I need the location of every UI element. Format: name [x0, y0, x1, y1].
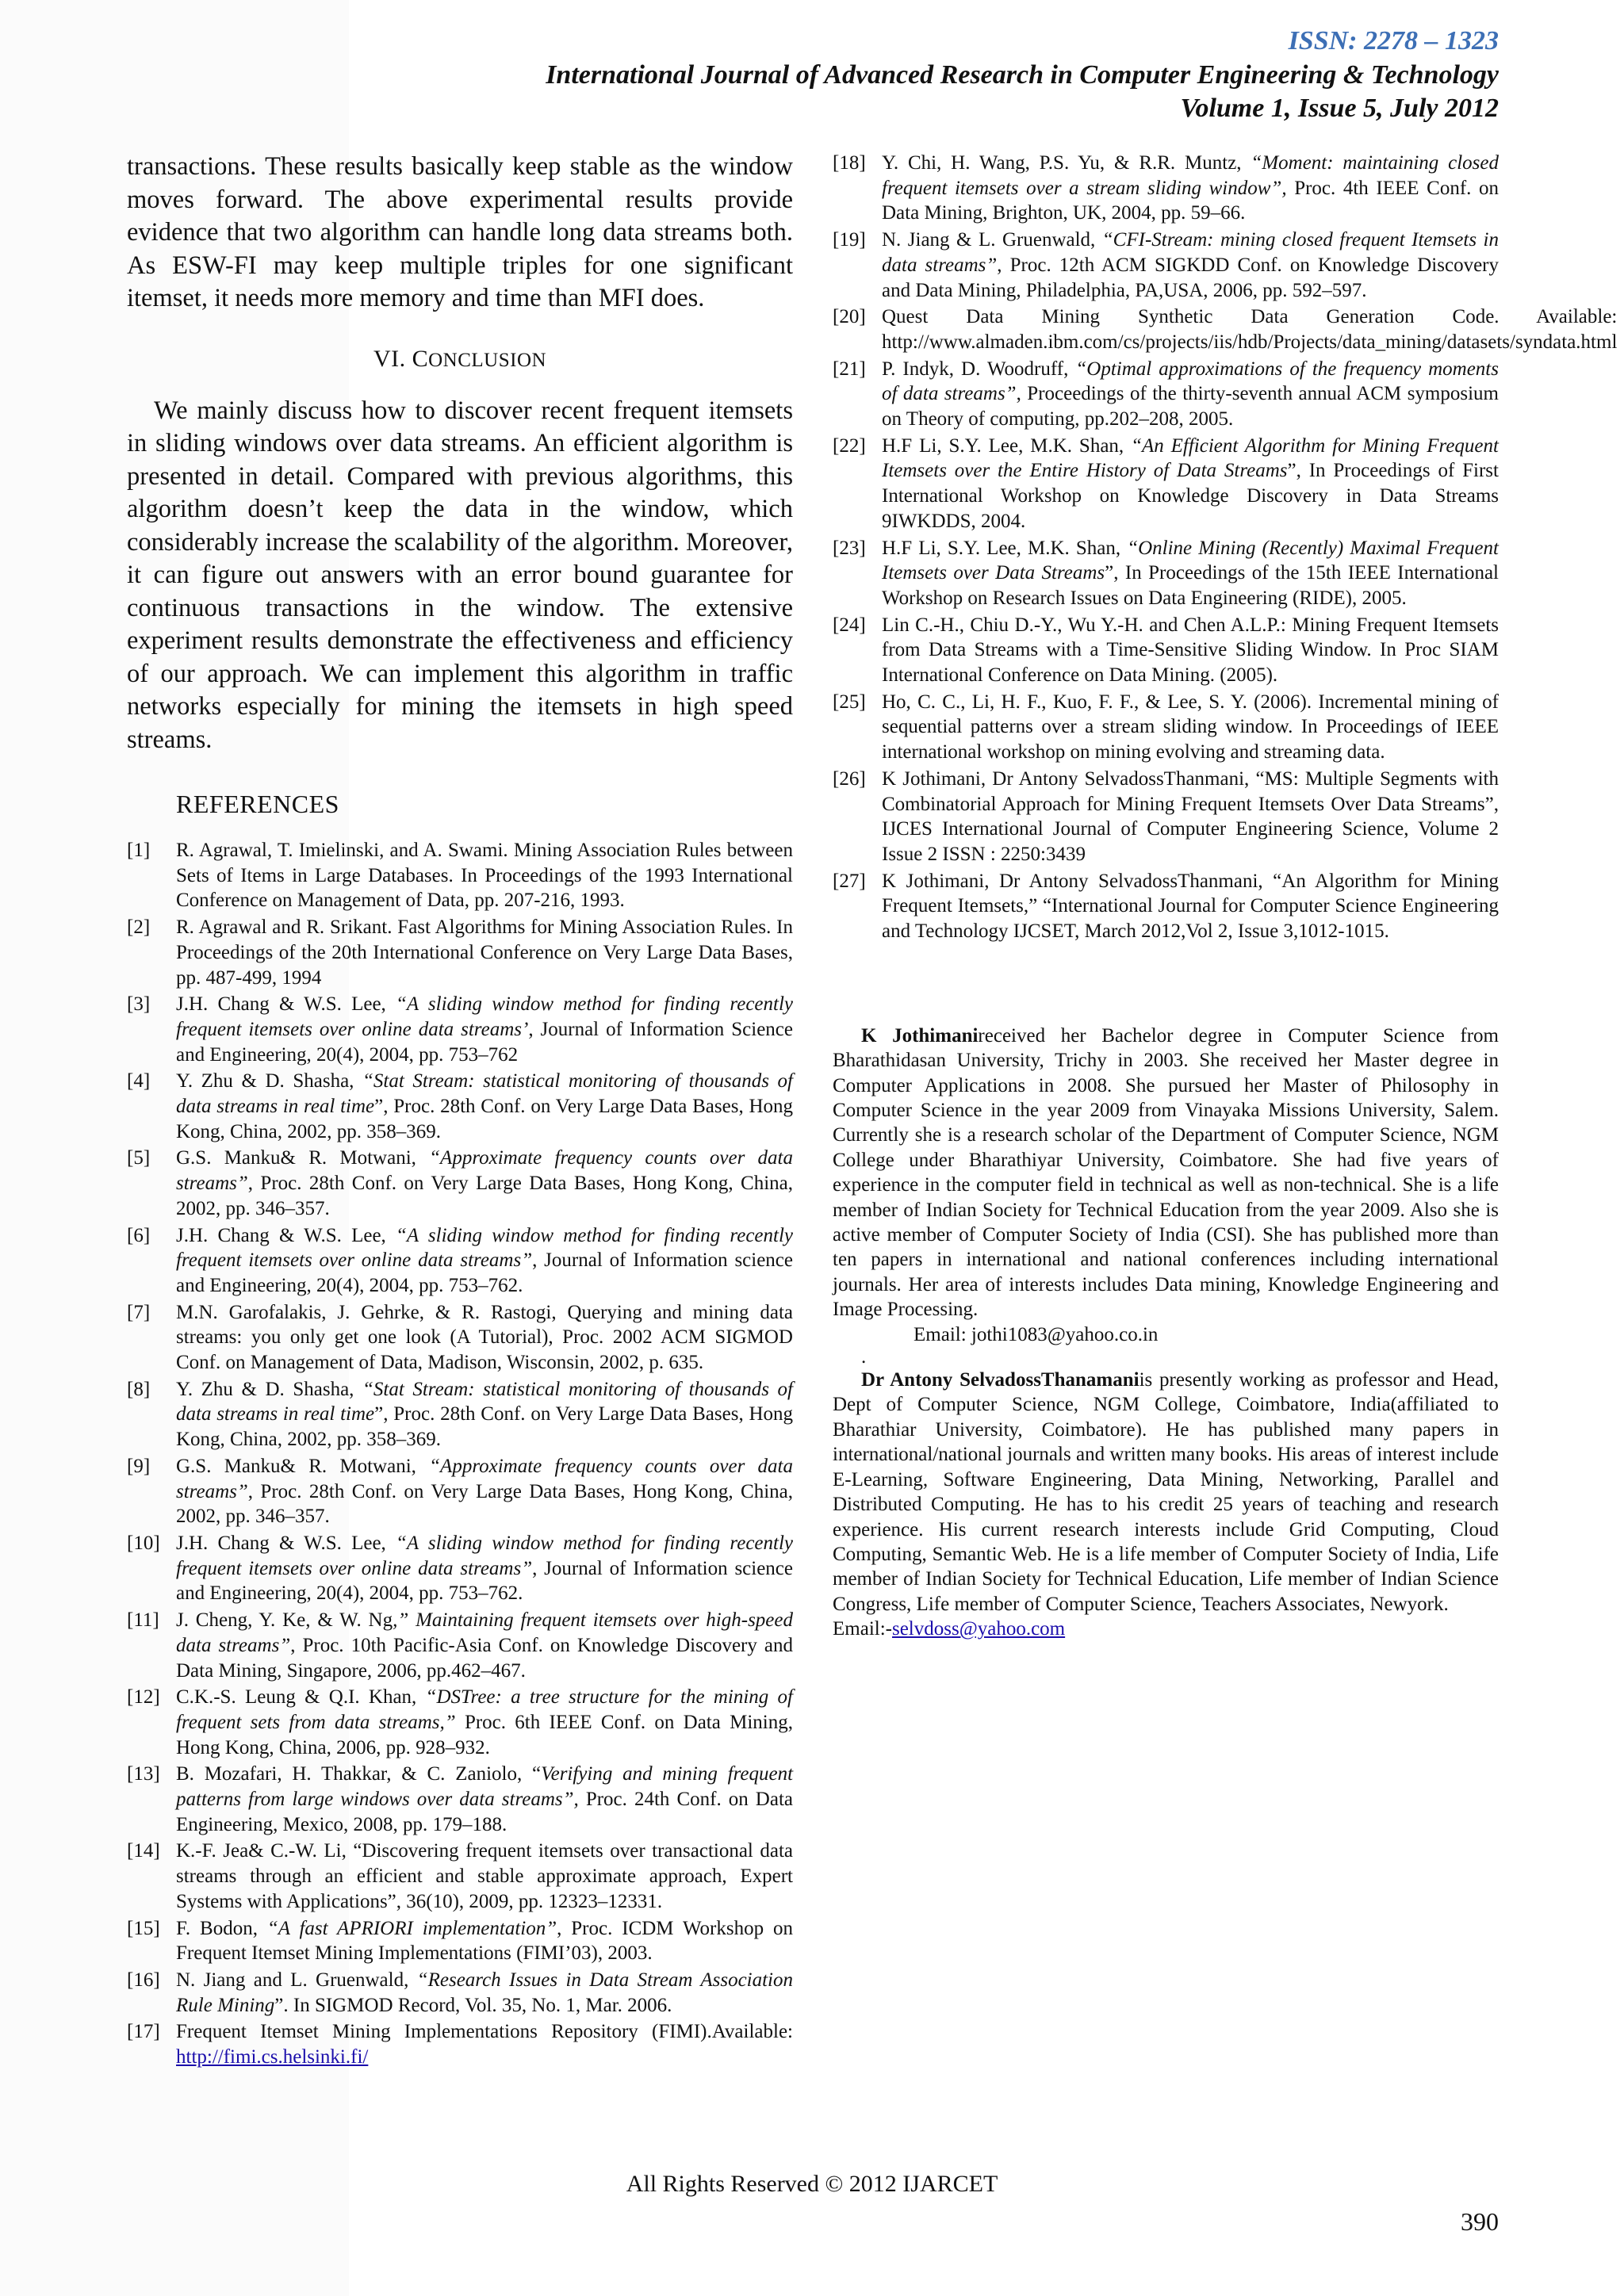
- reference-number: [17]: [127, 2021, 160, 2043]
- reference-number: [4]: [127, 1070, 151, 1093]
- reference-text: [176, 1685, 793, 1760]
- reference-item: [833, 304, 1618, 354]
- email-label: Email:: [914, 1323, 971, 1345]
- reference-item: [127, 1685, 793, 1760]
- reference-text-plain: ”. In SIGMOD Record, Vol. 35, No. 1, Mar. 2006.: [274, 1994, 672, 2016]
- reference-number: [26]: [833, 767, 866, 790]
- reference-number: [7]: [127, 1301, 151, 1323]
- reference-text-plain: , Proc. 12th ACM SIGKDD Conf. on Knowledge Discovery and Data Mining, Philadelphia, PA,USA, 2006, pp. 592–597.: [882, 254, 1499, 301]
- reference-number: [23]: [833, 537, 866, 559]
- reference-text-plain: R. Agrawal, T. Imielinski, and A. Swami. Mining Association Rules between Sets of Items in Large Databases. In Proceedings of the 1993 International Conference on Management of Data, pp. 207-216, 1993.: [176, 840, 793, 912]
- reference-number: [27]: [833, 870, 866, 892]
- email-link[interactable]: selvdoss@yahoo.com: [891, 1618, 1066, 1640]
- reference-text-plain: Proc. 6th IEEE Conf. on Data Mining, Hong Kong, China, 2006, pp. 928–932.: [176, 1711, 793, 1758]
- reference-title-italic: “CFI-Stream: mining closed frequent Itemsets in data streams”: [882, 229, 1499, 276]
- reference-title-italic: “A sliding window method for finding recently frequent itemsets over online data streams”: [176, 1224, 793, 1272]
- reference-text-plain: Y. Zhu & D. Shasha,: [176, 1070, 362, 1093]
- issn: ISSN: 2278 – 1323: [1288, 26, 1499, 55]
- reference-title-italic: “An Efficient Algorithm for Mining Frequent Itemsets over the Entire History of Data Streams: [882, 434, 1499, 482]
- reference-number: [20]: [833, 306, 866, 328]
- reference-text: [176, 915, 793, 990]
- reference-number: [11]: [127, 1609, 159, 1632]
- reference-text-plain: K Jothimani, Dr Antony SelvadossThanmani, “MS: Multiple Segments with Combinatorial Approach for Mining Frequent Itemsets Over Data Streams”, IJCES International Journal of Computer Engineering Science, Volume 2 Issue 2 ISSN : 2250:3439: [882, 767, 1499, 865]
- reference-number: [24]: [833, 614, 866, 636]
- author-bio-jothimani: [833, 1024, 1499, 1322]
- section-title: [412, 346, 546, 372]
- reference-text: [176, 1069, 793, 1144]
- reference-title-italic: Verifying and mining frequent patterns from large windows over data streams”,: [176, 1763, 794, 1811]
- separator-dot: .: [861, 1346, 867, 1368]
- reference-item: [127, 1608, 793, 1683]
- reference-text: [176, 1916, 793, 1966]
- reference-text: [882, 304, 1617, 354]
- reference-title-italic: “Stat Stream: statistical monitoring of thousands of data streams in real time: [176, 1378, 793, 1425]
- reference-title-italic: ,” Maintaining frequent itemsets over high-speed data streams”: [176, 1609, 794, 1656]
- references-list-left: [127, 838, 793, 2070]
- author-name: K Jothimani: [861, 1024, 979, 1047]
- reference-number: [21]: [833, 358, 866, 380]
- reference-text-plain: K.-F. Jea& C.-W. Li, “Discovering frequent itemsets over transactional data streams through an efficient and stable approximate approach, Expert Systems with Applications”, 36(10), 2009, pp. 12323–12331.: [176, 1840, 793, 1912]
- footer-rights: All Rights Reserved © 2012 IJARCET: [626, 2171, 998, 2197]
- reference-text-plain: ”, Proc. 28th Conf. on Very Large Data Bases, Hong Kong, China, 2002, pp. 358–369.: [176, 1096, 794, 1142]
- reference-text: [176, 1608, 793, 1683]
- reference-text-plain: K Jothimani, Dr Antony SelvadossThanmani, “An Algorithm for Mining Frequent Itemsets,” “International Journal for Computer Science Engineering and Technology IJCSET, March 2012,Vol 2, Issue 3,1012-1015.: [882, 870, 1499, 943]
- reference-item: [127, 1300, 793, 1376]
- reference-text: [882, 690, 1499, 765]
- reference-link[interactable]: http://fimi.cs.helsinki.fi/: [176, 2046, 369, 2068]
- reference-text-plain: , Proc. 28th Conf. on Very Large Data Bases, Hong Kong, China, 2002, pp. 346–357.: [176, 1480, 793, 1528]
- author-name: Dr Antony SelvadossThanamani: [861, 1369, 1139, 1391]
- page-number: 390: [1461, 2207, 1499, 2236]
- reference-text-plain: J.H. Chang & W.S. Lee,: [176, 1224, 396, 1246]
- reference-text: [176, 1839, 793, 1914]
- reference-item: [127, 1531, 793, 1606]
- section-heading-conclusion: [127, 346, 793, 373]
- section-title-initial: C: [412, 345, 429, 372]
- reference-item: [127, 1762, 793, 1837]
- reference-text: [176, 1377, 793, 1452]
- reference-number: [19]: [833, 229, 866, 251]
- reference-text: [882, 228, 1499, 303]
- reference-item: [127, 1223, 793, 1299]
- reference-item: [833, 151, 1499, 226]
- reference-title-italic: “Moment: maintaining closed frequent itemsets over a stream sliding window”,: [882, 152, 1499, 199]
- continued-paragraph: transactions. These results basically keep stable as the window moves forward. The above experimental results provide evidence that two algorithm can handle long data streams both. As ESW-FI may keep multiple triples for one significant itemset, it needs more memory and time than MFI does.: [127, 152, 793, 312]
- reference-text-plain: G.S. Manku& R. Motwani,: [176, 1455, 430, 1477]
- reference-item: [833, 536, 1499, 611]
- author-email-line: [914, 1322, 1499, 1347]
- reference-title-italic: “A fast APRIORI implementation”: [266, 1917, 557, 1939]
- reference-text-plain: F. Bodon,: [176, 1917, 267, 1939]
- reference-text-plain: , Proc. 10th Pacific-Asia Conf. on Knowledge Discovery and Data Mining, Singapore, 2006, pp.462–467.: [176, 1634, 793, 1682]
- reference-item: [127, 1916, 793, 1966]
- reference-title-italic: “Research Issues in Data Stream Association Rule Mining: [176, 1969, 794, 2016]
- reference-text-plain: Y. Chi, H. Wang, P.S. Yu, & R.R. Muntz,: [882, 152, 1251, 174]
- reference-text-plain: Proc. 24th Conf. on Data Engineering, Mexico, 2008, pp. 179–188.: [176, 1789, 793, 1835]
- references-list-right: [833, 151, 1618, 944]
- reference-item: [127, 1839, 793, 1914]
- reference-title-italic: “Optimal approximations of the frequency moments of data streams”: [882, 358, 1499, 405]
- reference-number: [10]: [127, 1532, 160, 1554]
- reference-text: [176, 1223, 793, 1299]
- reference-text-plain: Quest Data Mining Synthetic Data Generation Code. Available: http://www.almaden.ibm.com/cs/projects/iis/hdb/Projects/data_mining/datasets/syndata.html: [882, 306, 1618, 353]
- reference-text-plain: , Journal of Information science and Engineering, 20(4), 2004, pp. 753–762.: [176, 1557, 793, 1605]
- reference-item: [127, 1454, 793, 1529]
- reference-text-plain: , Proceedings of the thirty-seventh annual ACM symposium on Theory of computing, pp.202–208, 2005.: [882, 383, 1499, 430]
- author-bio-text: is presently working as professor and Head, Dept of Computer Science, NGM College, Coimbatore, India(affiliated to Bharathiar University, Coimbatore). He has published many papers in international/national journals and written many books. His areas of interest include E-Learning, Software Engineering, Data Mining, Networking, Parallel and Distributed Computing. He has to his credit 25 years of teaching and research experience. His current research interests include Grid Computing, Cloud Computing, Semantic Web. He is a life member of Computer Society of India, Life member of Indian Society for Technical Education, Life member of Indian Science Congress, Life member of Computer Science, Teachers Associates, Newyork.: [833, 1369, 1499, 1615]
- reference-text: [176, 1531, 793, 1606]
- reference-number: [9]: [127, 1455, 151, 1477]
- reference-text: [176, 992, 793, 1067]
- reference-number: [1]: [127, 840, 151, 861]
- reference-text-plain: N. Jiang and L. Gruenwald,: [176, 1969, 417, 1991]
- reference-text: [882, 357, 1499, 432]
- right-column: [833, 151, 1618, 1642]
- reference-number: [5]: [127, 1147, 151, 1169]
- reference-text-plain: ”, In Proceedings of First International Workshop on Knowledge Discovery in Data Streams 9IWKDDS, 2004.: [882, 460, 1499, 532]
- reference-title-italic: “Approximate frequency counts over data streams”: [176, 1147, 793, 1195]
- references-heading: REFERENCES: [176, 790, 339, 818]
- reference-number: [15]: [127, 1917, 160, 1939]
- reference-text-plain: Proc. 4th IEEE Conf. on Data Mining, Brighton, UK, 2004, pp. 59–66.: [882, 177, 1499, 224]
- reference-item: [127, 915, 793, 990]
- section-number: VI.: [373, 345, 406, 372]
- reference-text-plain: Y. Zhu & D. Shasha,: [176, 1378, 362, 1400]
- reference-item: [127, 1069, 793, 1144]
- reference-number: [18]: [833, 152, 866, 174]
- section-title-rest: ONCLUSION: [428, 349, 547, 371]
- reference-number: [14]: [127, 1840, 160, 1862]
- reference-text-plain: Frequent Itemset Mining Implementations Repository (FIMI).Available:: [176, 2021, 793, 2043]
- reference-title-italic: “DSTree: a tree structure for the mining of frequent sets from data streams,”: [176, 1686, 793, 1733]
- reference-item: [127, 838, 793, 913]
- reference-number: [16]: [127, 1969, 160, 1991]
- author-bio-thanamani: [833, 1368, 1499, 1617]
- reference-text-plain: P. Indyk, D. Woodruff,: [882, 358, 1076, 380]
- left-column: [127, 151, 793, 2072]
- reference-text: [176, 2019, 793, 2069]
- reference-text-plain: N. Jiang & L. Gruenwald,: [882, 229, 1102, 251]
- conclusion-paragraph: We mainly discuss how to discover recent frequent itemsets in sliding windows over data streams. An efficient algorithm is presented in detail. Compared with previous algorithms, this algorithm doesn’t keep the data in the window, which considerably increase the scalability of the algorithm. Moreover, it can figure out answers with an error bound guarantee for continuous transactions in the window. The extensive experiment results demonstrate the effectiveness and efficiency of our approach. We can implement this algorithm in traffic networks especially for mining the itemsets in high speed streams.: [127, 396, 793, 754]
- reference-number: [8]: [127, 1378, 151, 1400]
- reference-text: [882, 613, 1499, 688]
- reference-item: [833, 228, 1499, 303]
- reference-number: [6]: [127, 1224, 151, 1246]
- reference-text: [882, 869, 1499, 944]
- journal-title: International Journal of Advanced Research in Computer Engineering & Technology: [546, 60, 1499, 90]
- reference-number: [12]: [127, 1686, 160, 1709]
- reference-text-plain: B. Mozafari, H. Thakkar, & C. Zaniolo, “: [176, 1763, 542, 1785]
- reference-text: [176, 1762, 793, 1837]
- reference-item: [127, 992, 793, 1067]
- reference-item: [833, 613, 1499, 688]
- reference-item: [833, 869, 1499, 944]
- reference-item: [833, 357, 1499, 432]
- author-email-line: [833, 1617, 1499, 1641]
- reference-item: [833, 690, 1499, 765]
- email-label: Email:-: [833, 1618, 892, 1640]
- reference-item: [833, 767, 1499, 867]
- reference-text: [176, 1968, 793, 2018]
- reference-title-italic: “A sliding window method for finding recently frequent itemsets over online data streams’: [176, 993, 793, 1040]
- reference-number: [13]: [127, 1763, 160, 1785]
- reference-text: [176, 838, 793, 913]
- reference-text-plain: Ho, C. C., Li, H. F., Kuo, F. F., & Lee, S. Y. (2006). Incremental mining of sequential patterns over a stream sliding window. In Proceedings of IEEE international workshop on mining evolving and streaming data.: [882, 691, 1499, 763]
- reference-text: [882, 536, 1499, 611]
- reference-text-plain: J. Cheng, Y. Ke, & W. Ng: [176, 1609, 393, 1632]
- email-link[interactable]: jothi1083@yahoo.co.in: [971, 1323, 1159, 1345]
- reference-item: [127, 1968, 793, 2018]
- reference-title-italic: “A sliding window method for finding recently frequent itemsets over online data streams”: [176, 1532, 793, 1579]
- reference-text-plain: , Journal of Information science and Engineering, 20(4), 2004, pp. 753–762.: [176, 1249, 793, 1296]
- reference-text-plain: ”, In Proceedings of the 15th IEEE International Workshop on Research Issues on Data Engineering (RIDE), 2005.: [882, 562, 1499, 609]
- reference-text: [176, 1454, 793, 1529]
- reference-text: [882, 151, 1499, 226]
- reference-text-plain: Lin C.-H., Chiu D.-Y., Wu Y.-H. and Chen A.L.P.: Mining Frequent Itemsets from Data Streams with a Time-Sensitive Sliding Window. In Proc SIAM International Conference on Data Mining. (2005).: [882, 614, 1499, 687]
- reference-item: [127, 1146, 793, 1221]
- journal-header: [546, 24, 1499, 125]
- reference-title-italic: “Approximate frequency counts over data streams”: [176, 1455, 793, 1502]
- reference-text: [882, 434, 1499, 534]
- reference-item: [127, 2019, 793, 2069]
- reference-item: [833, 434, 1499, 534]
- reference-title-italic: “Stat Stream: statistical monitoring of thousands of data streams in real time: [176, 1070, 793, 1118]
- reference-text-plain: R. Agrawal and R. Srikant. Fast Algorithms for Mining Association Rules. In Proceedings of the 20th International Conference on Very Large Data Bases, pp. 487-499, 1994: [176, 916, 793, 989]
- reference-text-plain: C.K.-S. Leung & Q.I. Khan,: [176, 1686, 426, 1709]
- reference-number: [2]: [127, 916, 151, 939]
- reference-text-plain: ”, Proc. 28th Conf. on Very Large Data Bases, Hong Kong, China, 2002, pp. 358–369.: [176, 1403, 794, 1451]
- reference-text: [176, 1146, 793, 1221]
- reference-text: [176, 1300, 793, 1376]
- reference-text-plain: J.H. Chang & W.S. Lee,: [176, 1532, 396, 1554]
- volume-issue: Volume 1, Issue 5, July 2012: [1180, 94, 1499, 123]
- reference-number: [25]: [833, 691, 866, 713]
- reference-title-italic: “Online Mining (Recently) Maximal Frequent Itemsets over Data Streams: [882, 537, 1499, 584]
- reference-text-plain: H.F Li, S.Y. Lee, M.K. Shan,: [882, 434, 1132, 457]
- author-bio-text: received her Bachelor degree in Computer Science from Bharathidasan University, Trichy in 2003. She received her Master degree in Computer Applications in 2008. She pursued her Master of Philosophy in Computer Science in the year 2009 from Vinayaka Missions University, Salem. Currently she is a research scholar of the Department of Computer Science, NGM College under Bharathiyar University, Coimbatore. She had five years of experience in the computer field in technical as well as non-technical. She is a life member of Indian Society for Technical Education from the year 2009. Also she is active member of Computer Society of India (CSI). She has published more than ten papers in international and national conferences including international journals. Her area of interests includes Data mining, Knowledge Engineering and Image Processing.: [833, 1024, 1499, 1321]
- reference-text: [882, 767, 1499, 867]
- reference-text-plain: H.F Li, S.Y. Lee, M.K. Shan,: [882, 537, 1128, 559]
- reference-text-plain: G.S. Manku& R. Motwani,: [176, 1147, 430, 1169]
- reference-item: [127, 1377, 793, 1452]
- reference-number: [22]: [833, 434, 866, 457]
- reference-number: [3]: [127, 993, 151, 1016]
- reference-text-plain: , Proc. ICDM Workshop on Frequent Itemset Mining Implementations (FIMI’03), 2003.: [176, 1917, 793, 1965]
- reference-text-plain: J.H. Chang & W.S. Lee,: [176, 993, 396, 1016]
- reference-text-plain: , Journal of Information Science and Engineering, 20(4), 2004, pp. 753–762: [176, 1018, 793, 1066]
- reference-text-plain: , Proc. 28th Conf. on Very Large Data Bases, Hong Kong, China, 2002, pp. 346–357.: [176, 1173, 793, 1219]
- reference-text-plain: M.N. Garofalakis, J. Gehrke, & R. Rastogi, Querying and mining data streams: you only get one look (A Tutorial), Proc. 2002 ACM SIGMOD Conf. on Management of Data, Madison, Wisconsin, 2002, p. 635.: [176, 1301, 793, 1374]
